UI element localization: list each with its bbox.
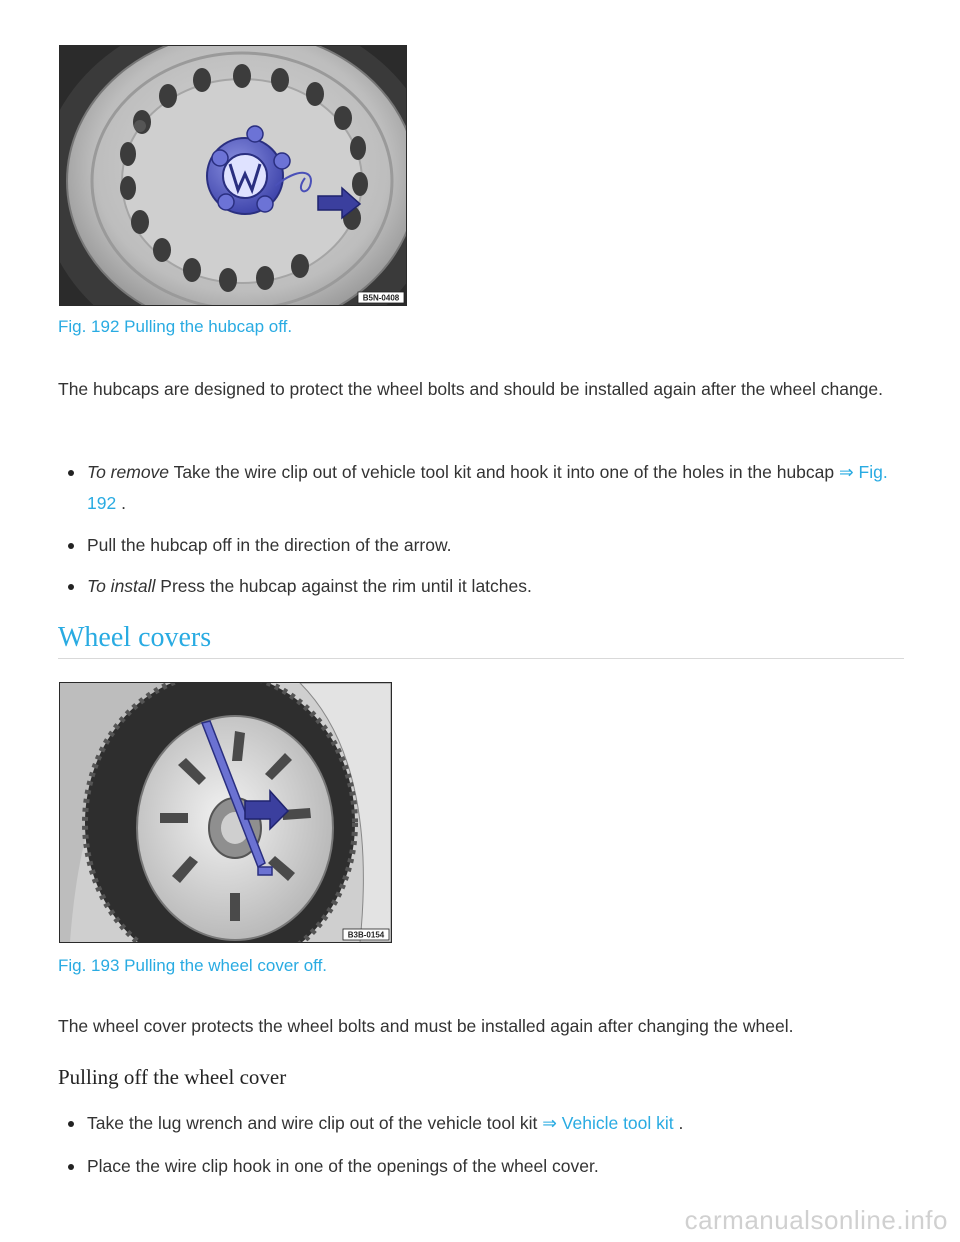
figure-193-code: B3B-0154: [347, 930, 385, 940]
list-item-lead: To install: [87, 576, 156, 596]
wheel-cover-intro-paragraph: The wheel cover protects the wheel bolts and must be installed again after changing the wheel.: [58, 1016, 794, 1036]
list-item-remove: [87, 457, 907, 519]
list-item-text: Pull the hubcap off in the direction of the arrow.: [87, 535, 452, 555]
subheading: Pulling off the wheel cover: [58, 1065, 287, 1089]
fig-192-link[interactable]: ⇒ Fig. 192: [87, 462, 888, 513]
list-item-text: Press the hubcap against the rim until it latches.: [155, 576, 532, 596]
list-item-install: [87, 571, 907, 602]
section-title: Wheel covers: [58, 622, 212, 653]
list-item-pull: [87, 530, 907, 561]
list-item-tail: .: [116, 493, 126, 513]
list-item-text: Take the lug wrench and wire clip out of the vehicle tool kit: [87, 1113, 543, 1133]
list-item-wire-clip: [87, 1151, 907, 1182]
list-item-lug-wrench: [87, 1108, 907, 1139]
list-item-tail: .: [673, 1113, 684, 1133]
list-item-lead: To remove: [87, 462, 170, 482]
figure-192-image: [59, 45, 407, 306]
list-item-text: Place the wire clip hook in one of the openings of the wheel cover.: [87, 1156, 599, 1176]
figure-193-caption: Fig. 193 Pulling the wheel cover off.: [58, 956, 328, 975]
hubcap-intro-paragraph: The hubcaps are designed to protect the wheel bolts and should be installed again after the wheel change.: [58, 379, 884, 399]
section-divider: [58, 658, 904, 659]
figure-192-caption: Fig. 192 Pulling the hubcap off.: [58, 317, 293, 336]
figure-192-code: B5N-0408: [362, 293, 400, 303]
vehicle-tool-kit-link[interactable]: ⇒ Vehicle tool kit: [542, 1113, 674, 1133]
figure-193-image: [59, 682, 392, 943]
list-item-text: Take the wire clip out of vehicle tool kit and hook it into one of the holes in the hubcap: [169, 462, 839, 482]
watermark: carmanualsonline.info: [684, 1205, 948, 1235]
